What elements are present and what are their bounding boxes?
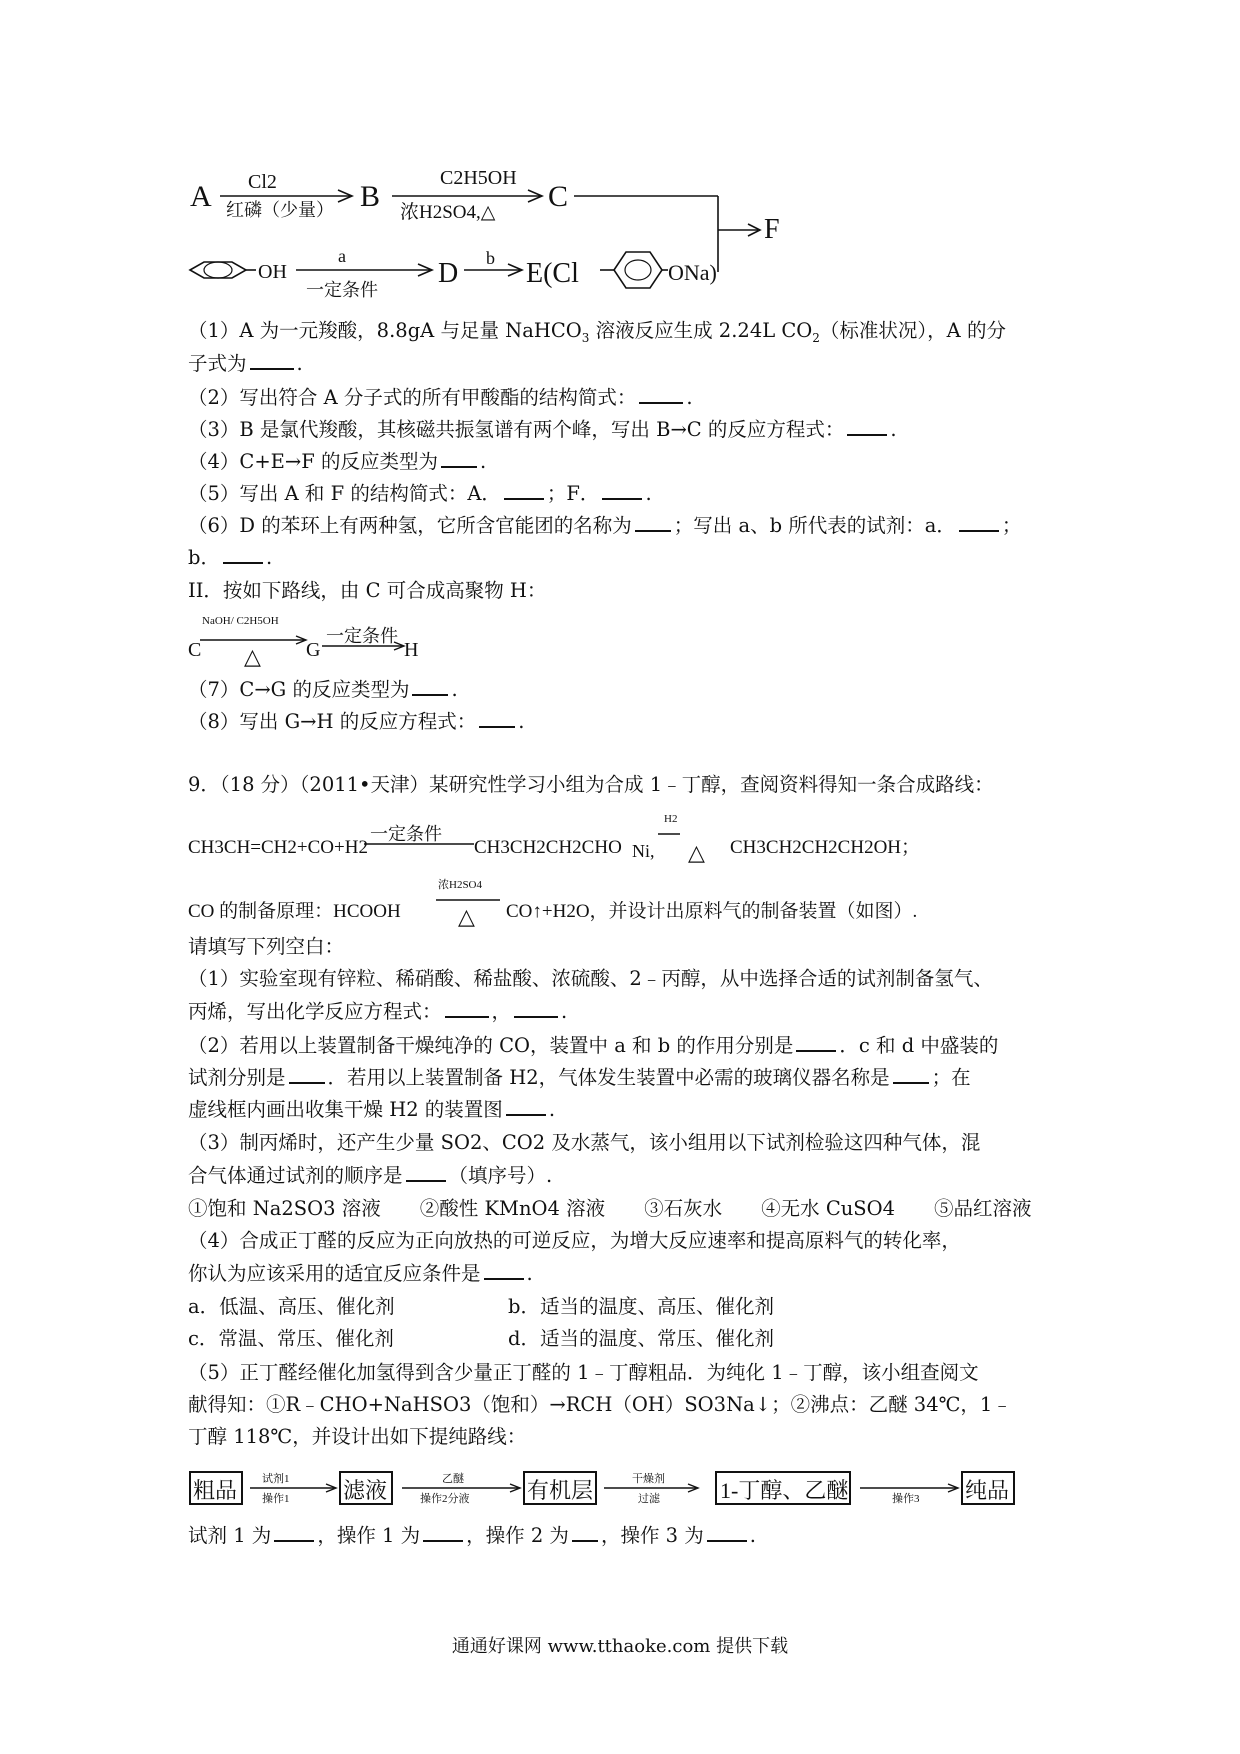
co-prep-left: CO 的制备原理：HCOOH	[188, 901, 401, 922]
flow-box-1: 粗品	[193, 1478, 238, 1503]
condition-label: 一定条件	[326, 626, 398, 646]
heat-delta: △	[244, 644, 261, 669]
fill-instruction: 请填写下列空白：	[188, 935, 345, 958]
label-C2: C	[188, 639, 202, 661]
q2-line: （2）写出符合 A 分子式的所有甲酸酯的结构简式： .	[188, 386, 693, 409]
label-C: C	[548, 180, 569, 213]
reagent-red-phosphorus: 红磷（少量）	[226, 200, 334, 220]
flow-arrow-4-bot: 操作3	[892, 1493, 920, 1505]
s5-line-3: 丁醇 118℃，并设计出如下提纯路线：	[188, 1425, 527, 1448]
reagent-conc-h2so4: 浓H2SO4,△	[400, 202, 496, 223]
s3-line-2: 合气体通过试剂的顺序是 （填序号）.	[188, 1164, 553, 1187]
flow-box-5: 纯品	[965, 1478, 1010, 1503]
q5-line: （5）写出 A 和 F 的结构简式：A． ；F． .	[188, 482, 652, 505]
s5-line: （5）正丁醛经催化加氢得到含少量正丁醛的 1﹣丁醇粗品．为纯化 1﹣丁醇，该小组查阅文	[188, 1361, 979, 1384]
q6-line: （6）D 的苯环上有两种氢，它所含官能团的名称为 ；写出 a、b 所代表的试剂：a． ；	[188, 514, 1022, 537]
flow-arrow-1-top: 试剂1	[262, 1473, 290, 1485]
label-G: G	[306, 639, 321, 661]
rxn-delta: △	[688, 840, 705, 865]
flow-arrow-2-bot: 操作2分液	[420, 1493, 470, 1505]
answer-blank[interactable]	[274, 1522, 314, 1542]
reagent-a: a	[338, 246, 346, 266]
flow-arrow-3-bot: 过滤	[638, 1493, 660, 1505]
reagent-b: b	[486, 248, 495, 268]
reagent-cl2: Cl2	[248, 171, 277, 193]
option-a: a．低温、高压、催化剂	[188, 1295, 395, 1318]
q4-line: （4）C+E→F 的反应类型为 .	[188, 450, 487, 473]
rxn-ni: Ni,	[632, 841, 655, 861]
flow-box-4: 1-丁醇、乙醚	[720, 1478, 849, 1503]
s1-line-2: 丙烯，写出化学反应方程式： ， .	[188, 1000, 568, 1023]
flow-box-3: 有机层	[527, 1478, 594, 1503]
label-H: H	[404, 639, 419, 661]
answer-blank[interactable]	[707, 1522, 747, 1542]
s1-line: （1）实验室现有锌粒、稀硝酸、稀盐酸、浓硫酸、2﹣丙醇，从中选择合适的试剂制备氢气、	[188, 967, 993, 990]
q1-line-2: 子式为 .	[188, 352, 303, 375]
s3-line: （3）制丙烯时，还产生少量 SO2、CO2 及水蒸气，该小组用以下试剂检验这四种气体，混	[188, 1131, 981, 1154]
q3-line: （3）B 是氯代羧酸，其核磁共振氢谱有两个峰，写出 B→C 的反应方程式： .	[188, 418, 897, 441]
answer-blank[interactable]	[572, 1522, 598, 1542]
flow-arrow-1-bot: 操作1	[262, 1493, 290, 1505]
q7-line: （7）C→G 的反应类型为 .	[188, 678, 458, 701]
label-D: D	[438, 258, 459, 289]
q8-line: （8）写出 G→H 的反应方程式： .	[188, 710, 525, 733]
s6-line: 试剂 1 为 ，操作 1 为 ，操作 2 为 ，操作 3 为 .	[188, 1524, 756, 1547]
part2-heading: II．按如下路线，由 C 可合成高聚物 H：	[188, 579, 547, 602]
co-prep-right: CO↑+H2O，并设计出原料气的制备装置（如图）.	[506, 901, 918, 922]
q1-line: （1）A 为一元羧酸，8.8gA 与足量 NaHCO$_3$ 溶液反应生成 2.24L $CO_2$（标准状况），A 的分	[188, 319, 1006, 345]
flow-arrow-2-top: 乙醚	[442, 1473, 464, 1485]
rxn-right: CH3CH2CH2CH2OH；	[730, 837, 921, 858]
reagent-ethanol: C2H5OH	[440, 167, 517, 189]
co-prep-cond: 浓H2SO4	[438, 879, 483, 891]
label-B: B	[360, 180, 381, 213]
co-prep-delta: △	[458, 904, 475, 929]
rxn-cond: 一定条件	[370, 824, 442, 844]
reagent-condition: 一定条件	[306, 280, 378, 300]
s3-options: ①饱和 Na2SO3 溶液 ②酸性 KMnO4 溶液 ③石灰水 ④无水 CuSO4 ⑤品红溶液	[188, 1197, 1032, 1220]
rxn-left: CH3CH=CH2+CO+H2	[188, 837, 368, 858]
rxn-h2: H2	[664, 813, 678, 825]
footer: 通通好课网 www.tthaoke.com 提供下载	[451, 1636, 789, 1657]
s2-line: （2）若用以上装置制备干燥纯净的 CO，装置中 a 和 b 的作用分别是 ．c 和 d 中盛装的	[188, 1034, 999, 1057]
answer-blank[interactable]	[423, 1522, 463, 1542]
label-E: E(Cl	[526, 258, 579, 289]
q9-heading: 9．（18 分）（2011•天津）某研究性学习小组为合成 1﹣丁醇，查阅资料得知一条合成路线：	[188, 773, 994, 796]
q6-line-2: b． .	[188, 546, 273, 569]
rxn-mid: CH3CH2CH2CHO	[474, 837, 622, 858]
s4-line-2: 你认为应该采用的适宜反应条件是 .	[188, 1262, 533, 1285]
option-c: c．常温、常压、催化剂	[188, 1327, 394, 1350]
s2-line-3: 虚线框内画出收集干燥 H2 的装置图 .	[188, 1098, 556, 1121]
option-b: b．适当的温度、高压、催化剂	[508, 1295, 774, 1318]
reagent-naoh: NaOH/ C2H5OH	[202, 615, 279, 627]
s4-line: （4）合成正丁醛的反应为正向放热的可逆反应，为增大反应速率和提高原料气的转化率，	[188, 1229, 961, 1252]
label-A: A	[190, 180, 212, 213]
option-d: d．适当的温度、常压、催化剂	[508, 1327, 774, 1350]
flow-box-2: 滤液	[343, 1478, 388, 1503]
label-F: F	[764, 214, 780, 245]
s5-line-2: 献得知：①R﹣CHO+NaHSO3（饱和）→RCH（OH）SO3Na↓；②沸点：乙醚 34℃，1﹣	[188, 1393, 1012, 1416]
flow-arrow-3-top: 干燥剂	[632, 1473, 665, 1485]
phenol-oh: OH	[258, 261, 287, 283]
sodium-phenoxide: ONa)	[668, 260, 717, 285]
s2-line-2: 试剂分别是 ．若用以上装置制备 H2，气体发生装置中必需的玻璃仪器名称是 ；在	[188, 1066, 971, 1089]
